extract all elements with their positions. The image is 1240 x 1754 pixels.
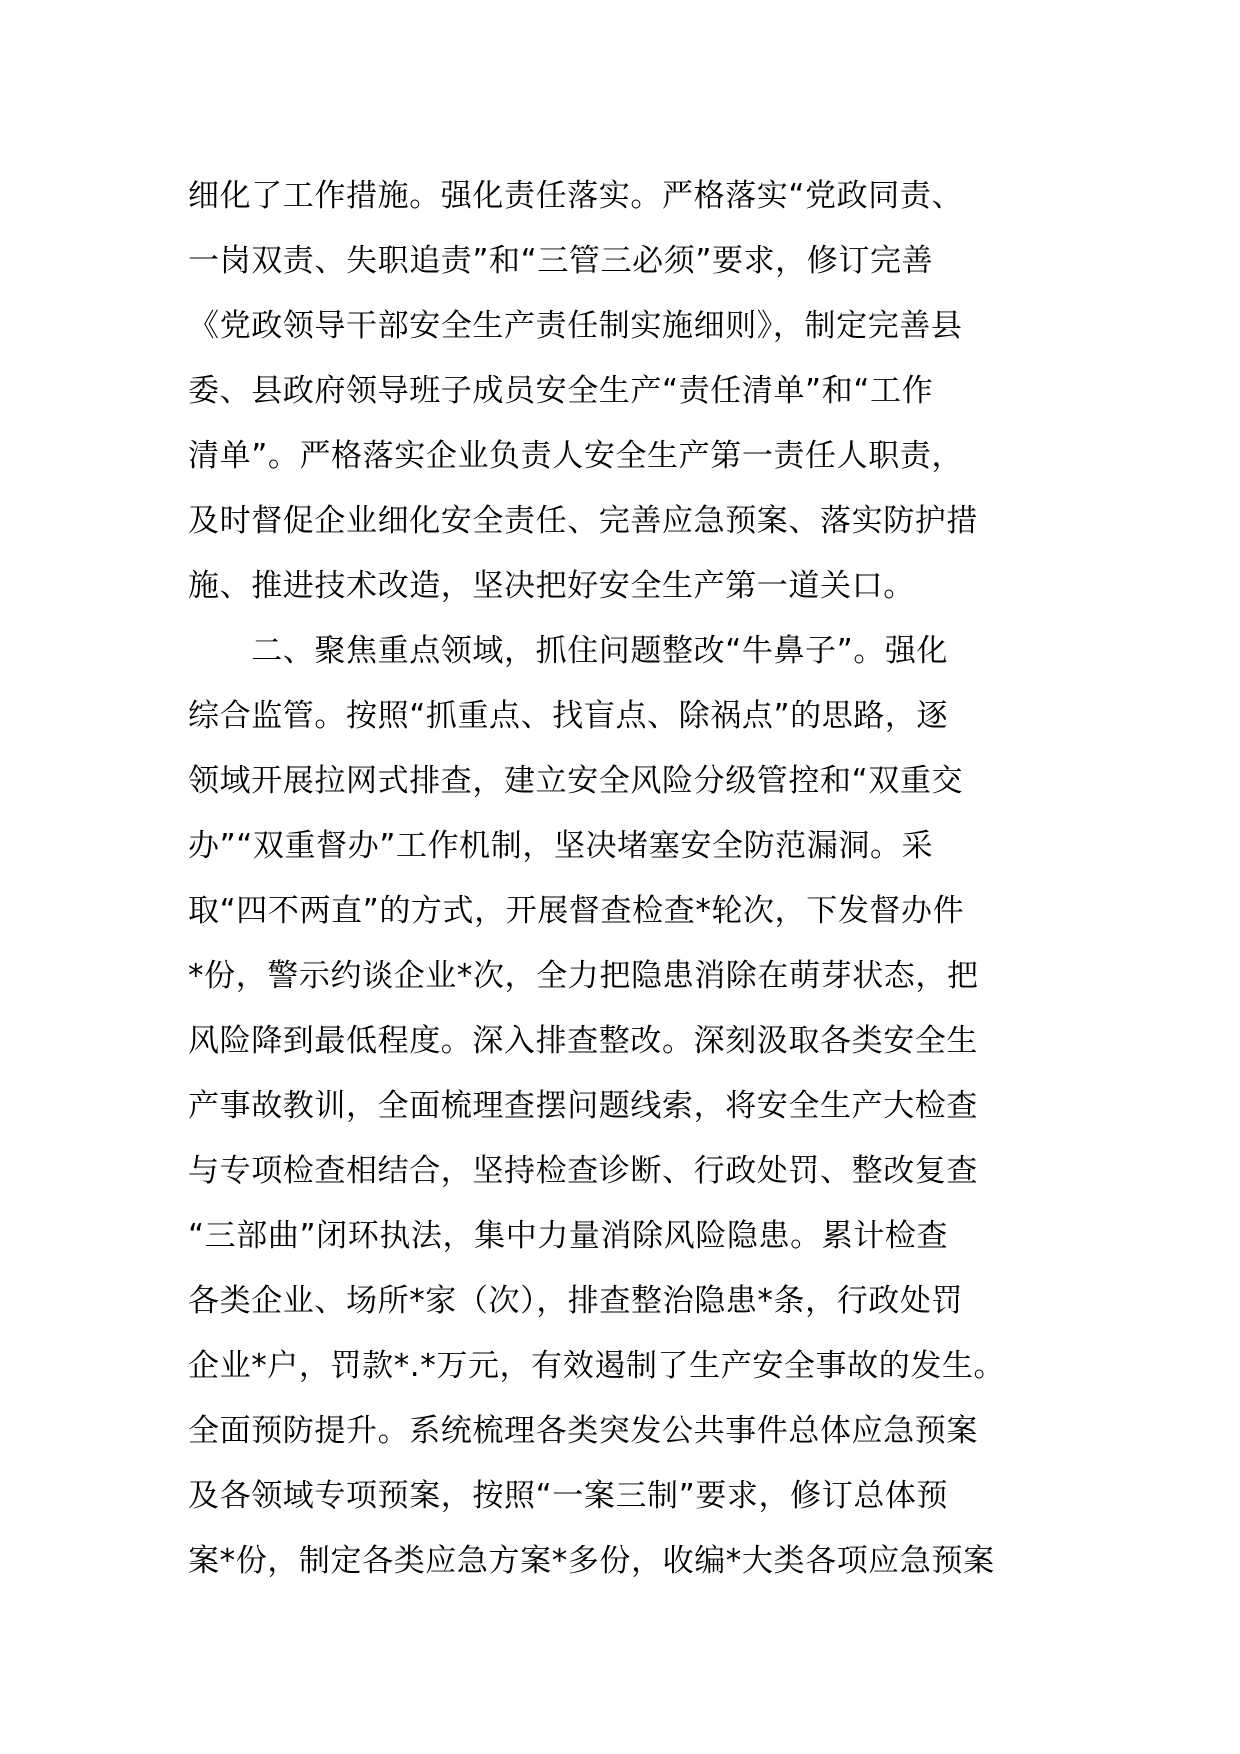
text-line: 各类企业、场所*家（次），排查整治隐患*条，行政处罚 xyxy=(188,1283,964,1319)
text-line: 领域开展拉网式排查，建立安全风险分级管控和“双重交 xyxy=(188,763,964,799)
text-line: 案*份，制定各类应急方案*多份，收编*大类各项应急预案 xyxy=(188,1543,995,1579)
body-text xyxy=(188,164,1056,1594)
text-line: 产事故教训，全面梳理查摆问题线索，将安全生产大检查 xyxy=(188,1088,978,1124)
text-line: 与专项检查相结合，坚持检查诊断、行政处罚、整改复查 xyxy=(188,1153,978,1189)
text-line: 一岗双责、失职追责”和“三管三必须”要求，修订完善 xyxy=(188,243,934,279)
text-line: 清单”。严格落实企业负责人安全生产第一责任人职责， xyxy=(188,438,964,474)
text-line: 施、推进技术改造，坚决把好安全生产第一道关口。 xyxy=(188,568,915,604)
section-heading-line: 二、聚焦重点领域，抓住问题整改“牛鼻子”。强化 xyxy=(188,633,949,669)
text-line: 及时督促企业细化安全责任、完善应急预案、落实防护措 xyxy=(188,503,978,539)
text-line: 全面预防提升。系统梳理各类突发公共事件总体应急预案 xyxy=(188,1413,978,1449)
text-line: 委、县政府领导班子成员安全生产“责任清单”和“工作 xyxy=(188,373,934,409)
text-line: 《党政领导干部安全生产责任制实施细则》，制定完善县 xyxy=(188,308,963,344)
text-line: *份，警示约谈企业*次，全力把隐患消除在萌芽状态，把 xyxy=(188,958,979,994)
text-line: 风险降到最低程度。深入排查整改。深刻汲取各类安全生 xyxy=(188,1023,978,1059)
text-line: 综合监管。按照“抓重点、找盲点、除祸点”的思路，逐 xyxy=(188,698,949,734)
text-line: 及各领域专项预案，按照“一案三制”要求，修订总体预 xyxy=(188,1478,949,1514)
text-line: 企业*户，罚款*.*万元，有效遏制了生产安全事故的发生。 xyxy=(188,1348,1006,1384)
text-line: 细化了工作措施。强化责任落实。严格落实“党政同责、 xyxy=(188,178,964,214)
text-line: 办”“双重督办”工作机制，坚决堵塞安全防范漏洞。采 xyxy=(188,828,934,864)
text-line: “三部曲”闭环执法，集中力量消除风险隐患。累计检查 xyxy=(188,1218,949,1254)
text-line: 取“四不两直”的方式，开展督查检查*轮次，下发督办件 xyxy=(188,893,965,929)
